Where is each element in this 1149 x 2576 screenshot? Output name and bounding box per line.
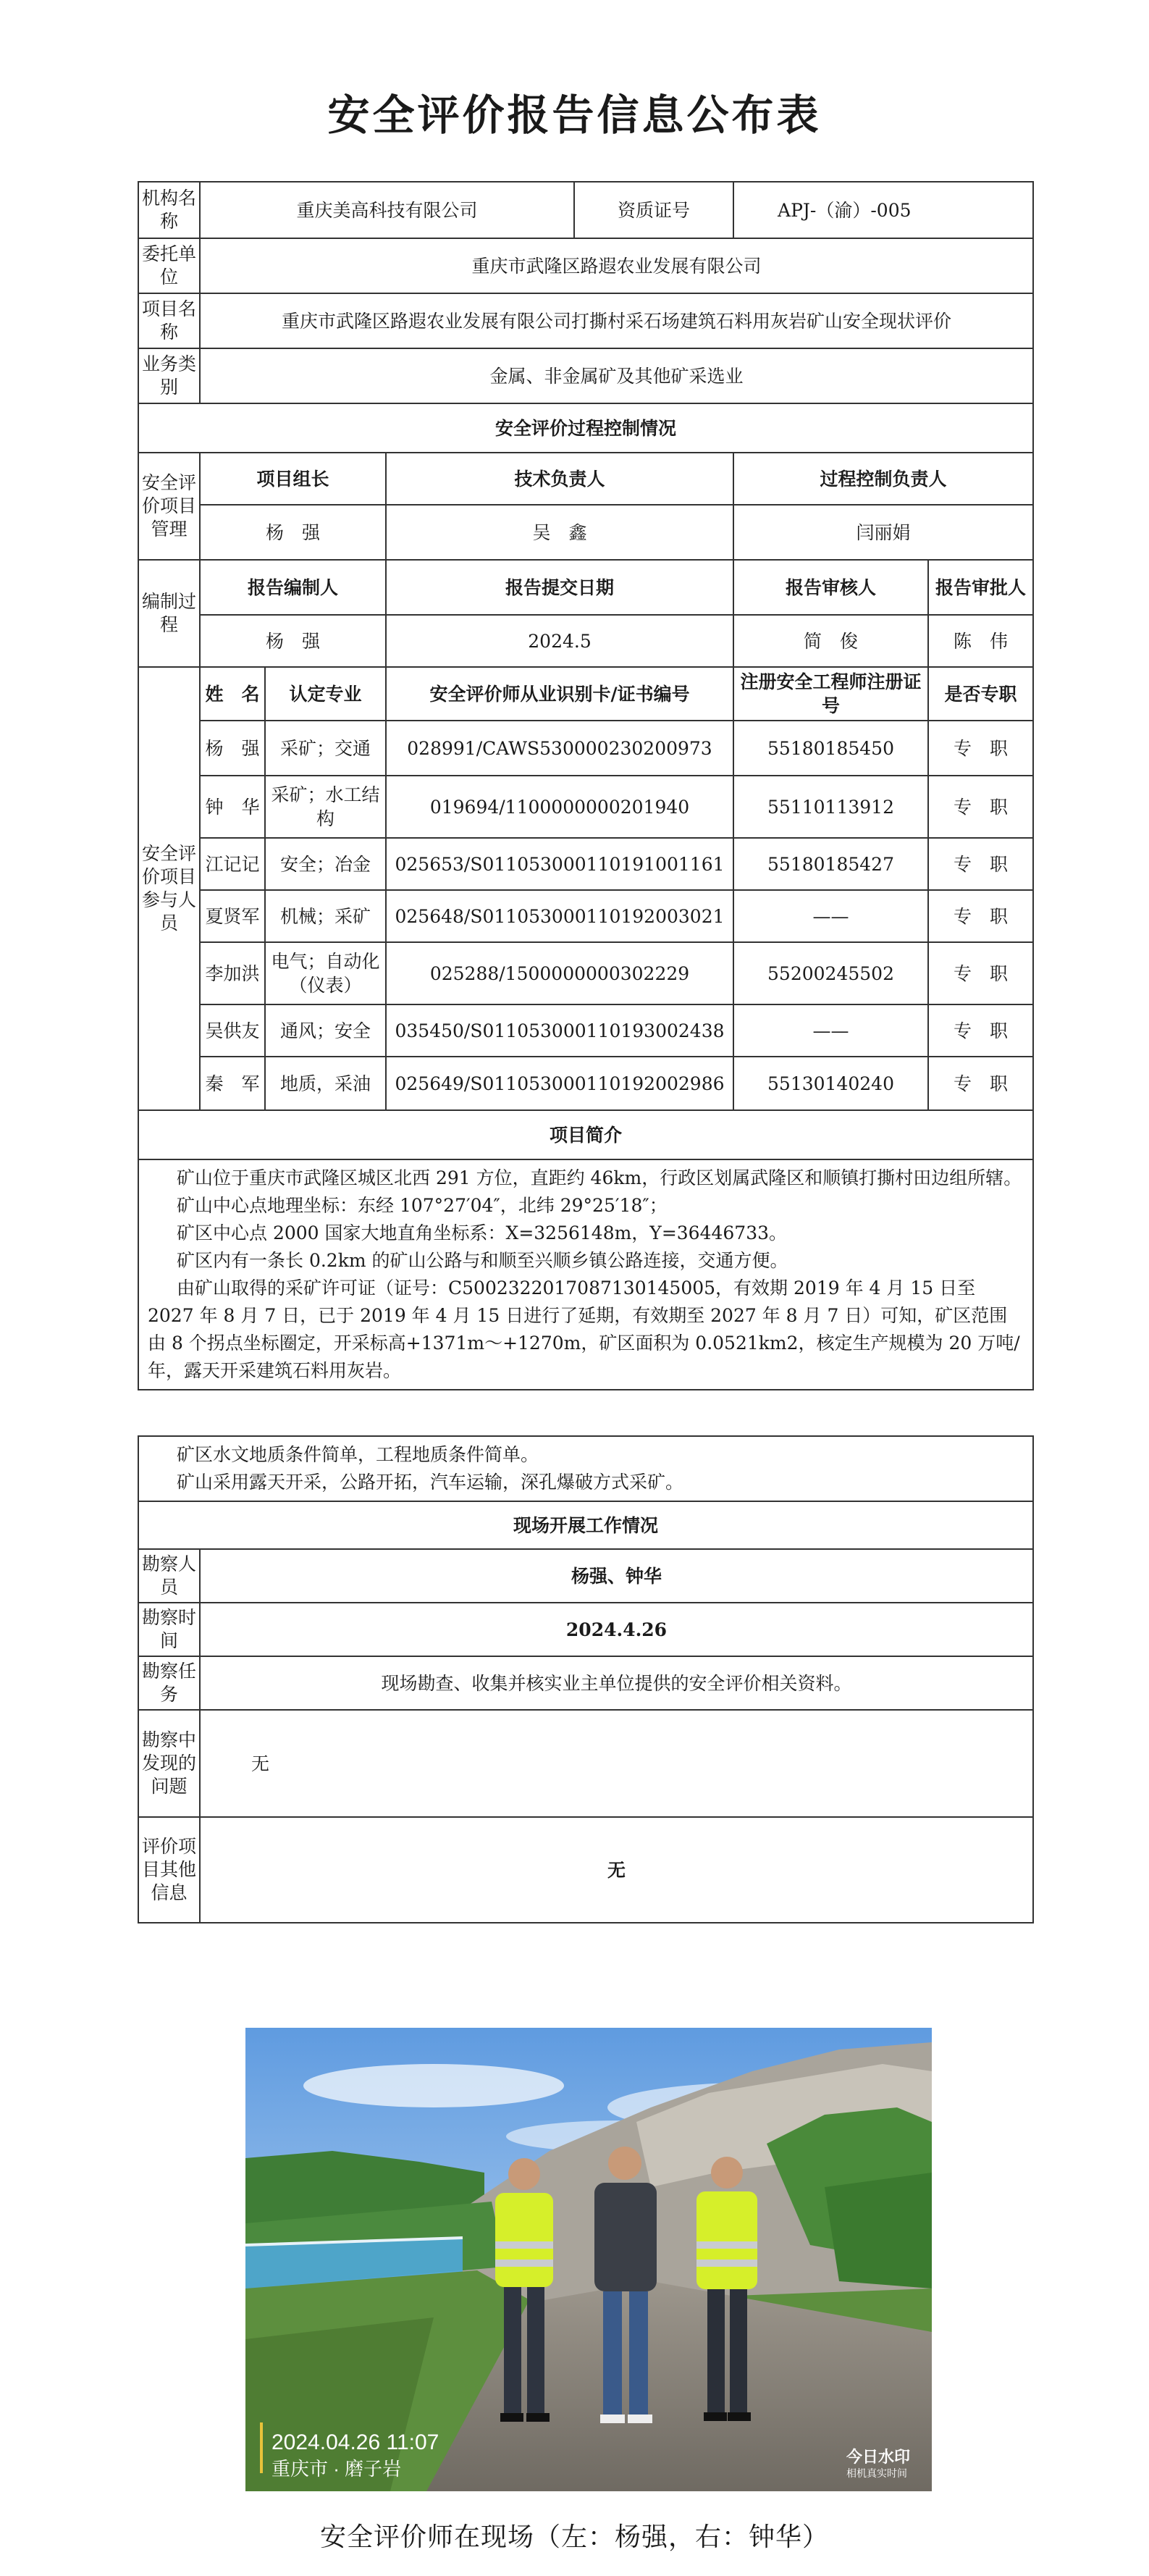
staff-header-reg: 注册安全工程师注册证号: [733, 667, 928, 721]
org-value: 重庆美高科技有限公司: [200, 182, 574, 238]
intro2-body: [138, 1436, 1033, 1501]
staff-fulltime: 专 职: [928, 838, 1033, 890]
staff-reg: 55200245502: [733, 942, 928, 1004]
staff-row: [138, 1004, 1033, 1057]
staff-card: 025288/1500000000302229: [386, 942, 733, 1004]
compile-header-approver: 报告审批人: [928, 560, 1033, 615]
mgmt-label: 安全评价项目管理: [138, 453, 200, 560]
people-label: 勘察人员: [138, 1549, 200, 1603]
staff-name: 吴供友: [200, 1004, 265, 1057]
staff-major: 机械；采矿: [265, 890, 386, 942]
staff-row: [138, 838, 1033, 890]
other-label: 评价项目其他信息: [138, 1817, 200, 1923]
photo-caption: 安全评价师在现场（左：杨强，右：钟华）: [319, 2522, 829, 2552]
staff-fulltime: 专 职: [928, 942, 1033, 1004]
staff-reg: 55180185427: [733, 838, 928, 890]
staff-row: [138, 721, 1033, 776]
staff-reg: ——: [733, 1004, 928, 1057]
info-table: [138, 181, 1034, 1390]
mgmt-header-tech: 技术负责人: [386, 453, 733, 505]
compile-date-value: 2024.5: [386, 615, 733, 667]
cert-value: APJ-（渝）-005: [733, 182, 1033, 238]
intro-paragraph: 矿山位于重庆市武隆区城区北西 291 方位，直距约 46km，行政区划属武隆区和顺镇打撕村田边组所辖。: [177, 1167, 1022, 1188]
issue-label: 勘察中发现的问题: [138, 1710, 200, 1817]
photo-timestamp: 2024.04.26 11:07: [272, 2430, 439, 2454]
staff-card: 025648/S011053000110192003021: [386, 890, 733, 942]
task-label: 勘察任务: [138, 1656, 200, 1710]
issue-value: 无: [200, 1710, 1033, 1817]
staff-card: 025649/S011053000110192002986: [386, 1057, 733, 1110]
page-title: 安全评价报告信息公布表: [327, 91, 822, 140]
task-value: 现场勘查、收集并核实业主单位提供的安全评价相关资料。: [200, 1656, 1033, 1710]
staff-header-fulltime: 是否专职: [928, 667, 1033, 721]
staff-reg: 55130140240: [733, 1057, 928, 1110]
staff-name: 李加洪: [200, 942, 265, 1004]
biz-value: 金属、非金属矿及其他矿采选业: [200, 348, 1033, 403]
time-label: 勘察时间: [138, 1603, 200, 1656]
staff-label: 安全评价项目参与人员: [138, 667, 200, 1110]
staff-fulltime: 专 职: [928, 1004, 1033, 1057]
intro-paragraph: 由矿山取得的采矿许可证（证号：C5002322017087130145005，有效期 2019 年 4 月 15 日至 2027 年 8 月 7 日，已于 2019 年 4 月 15 日进行了延期，有效期至 2027 年 8 月 7 日）可知，矿区范围由 8 个拐点坐标圈定，开采标高+1371m～+1270m，矿区面积为 0.0521km2，核定生产规模为 20 万吨/年，露天开采建筑石料用灰岩。: [148, 1277, 1020, 1381]
site-photo-illustration: [245, 2028, 932, 2491]
staff-name: 江记记: [200, 838, 265, 890]
staff-header-card: 安全评价师从业识别卡/证书编号: [386, 667, 733, 721]
mgmt-header-leader: 项目组长: [200, 453, 386, 505]
compile-header-author: 报告编制人: [200, 560, 386, 615]
project-label: 项目名称: [138, 293, 200, 348]
cert-label: 资质证号: [574, 182, 733, 238]
org-label: 机构名称: [138, 182, 200, 238]
staff-major: 安全；冶金: [265, 838, 386, 890]
intro-paragraph: 矿山中心点地理坐标：东经 107°27′04″，北纬 29°25′18″；: [177, 1195, 668, 1216]
client-value: 重庆市武隆区路遐农业发展有限公司: [200, 238, 1033, 293]
field-table: [138, 1435, 1034, 1923]
field-header: 现场开展工作情况: [138, 1501, 1033, 1549]
staff-fulltime: 专 职: [928, 721, 1033, 776]
intro-paragraph: 矿山采用露天开采，公路开拓，汽车运输，深孔爆破方式采矿。: [177, 1472, 684, 1493]
staff-reg: ——: [733, 890, 928, 942]
compile-author-value: 杨 强: [200, 615, 386, 667]
staff-major: 地质，采油: [265, 1057, 386, 1110]
staff-card: 019694/1100000000201940: [386, 776, 733, 838]
compile-header-date: 报告提交日期: [386, 560, 733, 615]
mgmt-tech-value: 吴 鑫: [386, 505, 733, 560]
staff-major: 电气；自动化（仪表）: [265, 942, 386, 1004]
staff-fulltime: 专 职: [928, 890, 1033, 942]
staff-header-major: 认定专业: [265, 667, 386, 721]
staff-card: 028991/CAWS530000230200973: [386, 721, 733, 776]
site-photo: [245, 2028, 932, 2491]
staff-reg: 55180185450: [733, 721, 928, 776]
staff-name: 秦 军: [200, 1057, 265, 1110]
photo-watermark: 今日水印: [846, 2448, 911, 2466]
people-value: 杨强、钟华: [200, 1549, 1033, 1603]
staff-major: 采矿；水工结构: [265, 776, 386, 838]
staff-card: 035450/S011053000110193002438: [386, 1004, 733, 1057]
intro-paragraph: 矿区内有一条长 0.2km 的矿山公路与和顺至兴顺乡镇公路连接，交通方便。: [177, 1250, 788, 1271]
compile-label: 编制过程: [138, 560, 200, 667]
compile-approver-value: 陈 伟: [928, 615, 1033, 667]
mgmt-control-value: 闫丽娟: [733, 505, 1033, 560]
staff-row: [138, 1057, 1033, 1110]
other-value: 无: [200, 1817, 1033, 1923]
intro-body: [138, 1159, 1033, 1390]
staff-fulltime: 专 职: [928, 1057, 1033, 1110]
biz-label: 业务类别: [138, 348, 200, 403]
intro-paragraph: 矿区中心点 2000 国家大地直角坐标系：X=3256148m，Y=36446733。: [177, 1222, 788, 1243]
process-header: 安全评价过程控制情况: [138, 403, 1033, 453]
staff-reg: 55110113912: [733, 776, 928, 838]
staff-name: 钟 华: [200, 776, 265, 838]
time-value: 2024.4.26: [200, 1603, 1033, 1656]
compile-reviewer-value: 简 俊: [733, 615, 928, 667]
photo-watermark-sub: 相机真实时间: [846, 2467, 907, 2479]
staff-row: [138, 776, 1033, 838]
staff-major: 通风；安全: [265, 1004, 386, 1057]
project-value: 重庆市武隆区路遐农业发展有限公司打撕村采石场建筑石料用灰岩矿山安全现状评价: [200, 293, 1033, 348]
mgmt-header-control: 过程控制负责人: [733, 453, 1033, 505]
mgmt-leader-value: 杨 强: [200, 505, 386, 560]
staff-row: [138, 890, 1033, 942]
staff-row: [138, 942, 1033, 1004]
staff-fulltime: 专 职: [928, 776, 1033, 838]
staff-major: 采矿；交通: [265, 721, 386, 776]
staff-name: 杨 强: [200, 721, 265, 776]
staff-header-name: 姓 名: [200, 667, 265, 721]
intro-header: 项目简介: [138, 1110, 1033, 1159]
intro-paragraph: 矿区水文地质条件简单，工程地质条件简单。: [177, 1444, 539, 1465]
client-label: 委托单位: [138, 238, 200, 293]
compile-header-reviewer: 报告审核人: [733, 560, 928, 615]
staff-name: 夏贤军: [200, 890, 265, 942]
staff-card: 025653/S011053000110191001161: [386, 838, 733, 890]
photo-location: 重庆市 · 磨子岩: [272, 2458, 402, 2480]
